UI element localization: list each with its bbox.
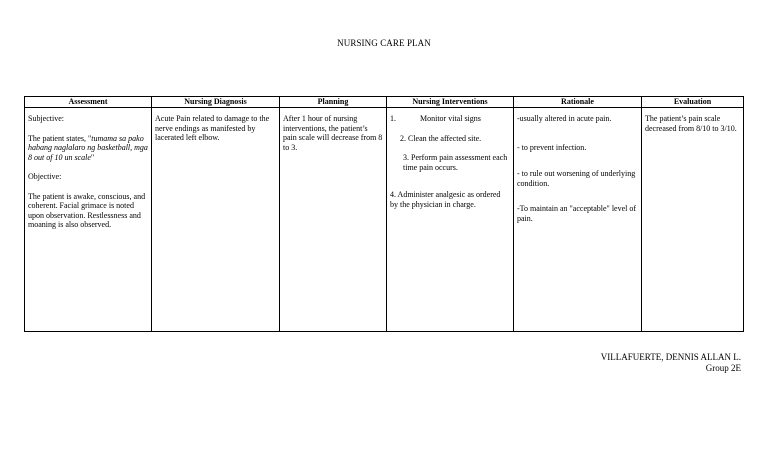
document-title: NURSING CARE PLAN: [337, 38, 431, 48]
intervention-4: 4. Administer analgesic as ordered by the physician in charge.: [390, 190, 501, 209]
care-plan-table: [24, 96, 744, 332]
header-assessment: Assessment: [25, 97, 152, 108]
planning-text: After 1 hour of nursing interventions, the patient’s pain scale will decrease from 8 to 3.: [283, 114, 383, 152]
header-evaluation: Evaluation: [642, 97, 744, 108]
subjective-label: Subjective:: [28, 114, 64, 123]
subjective-close: ": [90, 152, 95, 162]
rationale-2: - to prevent infection.: [517, 142, 587, 152]
author-group: Group 2E: [705, 363, 741, 373]
header-nursing-interventions: Nursing Interventions: [387, 97, 514, 108]
assessment-cell: [25, 108, 152, 332]
author-name: VILLAFUERTE, DENNIS ALLAN L.: [600, 352, 741, 362]
table-header-row: [25, 97, 744, 108]
rationale-cell: [514, 108, 642, 332]
objective-label: Objective:: [28, 172, 62, 181]
evaluation-text: The patient’s pain scale decreased from 8/10 to 3/10.: [645, 114, 737, 133]
objective-text: The patient is awake, conscious, and coherent. Facial grimace is noted upon observation. Restlessness and moaning is also observed.: [28, 191, 146, 229]
intervention-1-text: Monitor vital signs: [420, 114, 481, 123]
intervention-3: 3. Perform pain assessment each time pain occurs.: [403, 153, 508, 172]
planning-cell: [280, 108, 387, 332]
header-nursing-diagnosis: Nursing Diagnosis: [152, 97, 280, 108]
intervention-1-number: 1.: [390, 114, 396, 123]
header-rationale: Rationale: [514, 97, 642, 108]
subjective-intro: The patient states, ": [28, 133, 92, 143]
interventions-cell: [387, 108, 514, 332]
header-planning: Planning: [280, 97, 387, 108]
rationale-3: - to rule out worsening of underlying condition.: [517, 169, 636, 188]
evaluation-cell: [642, 108, 744, 332]
subjective-quote: tumama sa pako habang naglalaro ng basketball, mga 8 out of 10 un scale: [28, 133, 148, 162]
table-row: [25, 108, 744, 332]
intervention-2: 2. Clean the affected site.: [400, 133, 482, 143]
diagnosis-text: Acute Pain related to damage to the nerve endings as manifested by lacerated left elbow.: [155, 114, 270, 142]
subjective-text: [28, 134, 148, 163]
rationale-1: -usually altered in acute pain.: [517, 114, 612, 123]
rationale-4: -To maintain an "acceptable" level of pain.: [517, 204, 637, 223]
intervention-1: [390, 114, 510, 124]
diagnosis-cell: [152, 108, 280, 332]
